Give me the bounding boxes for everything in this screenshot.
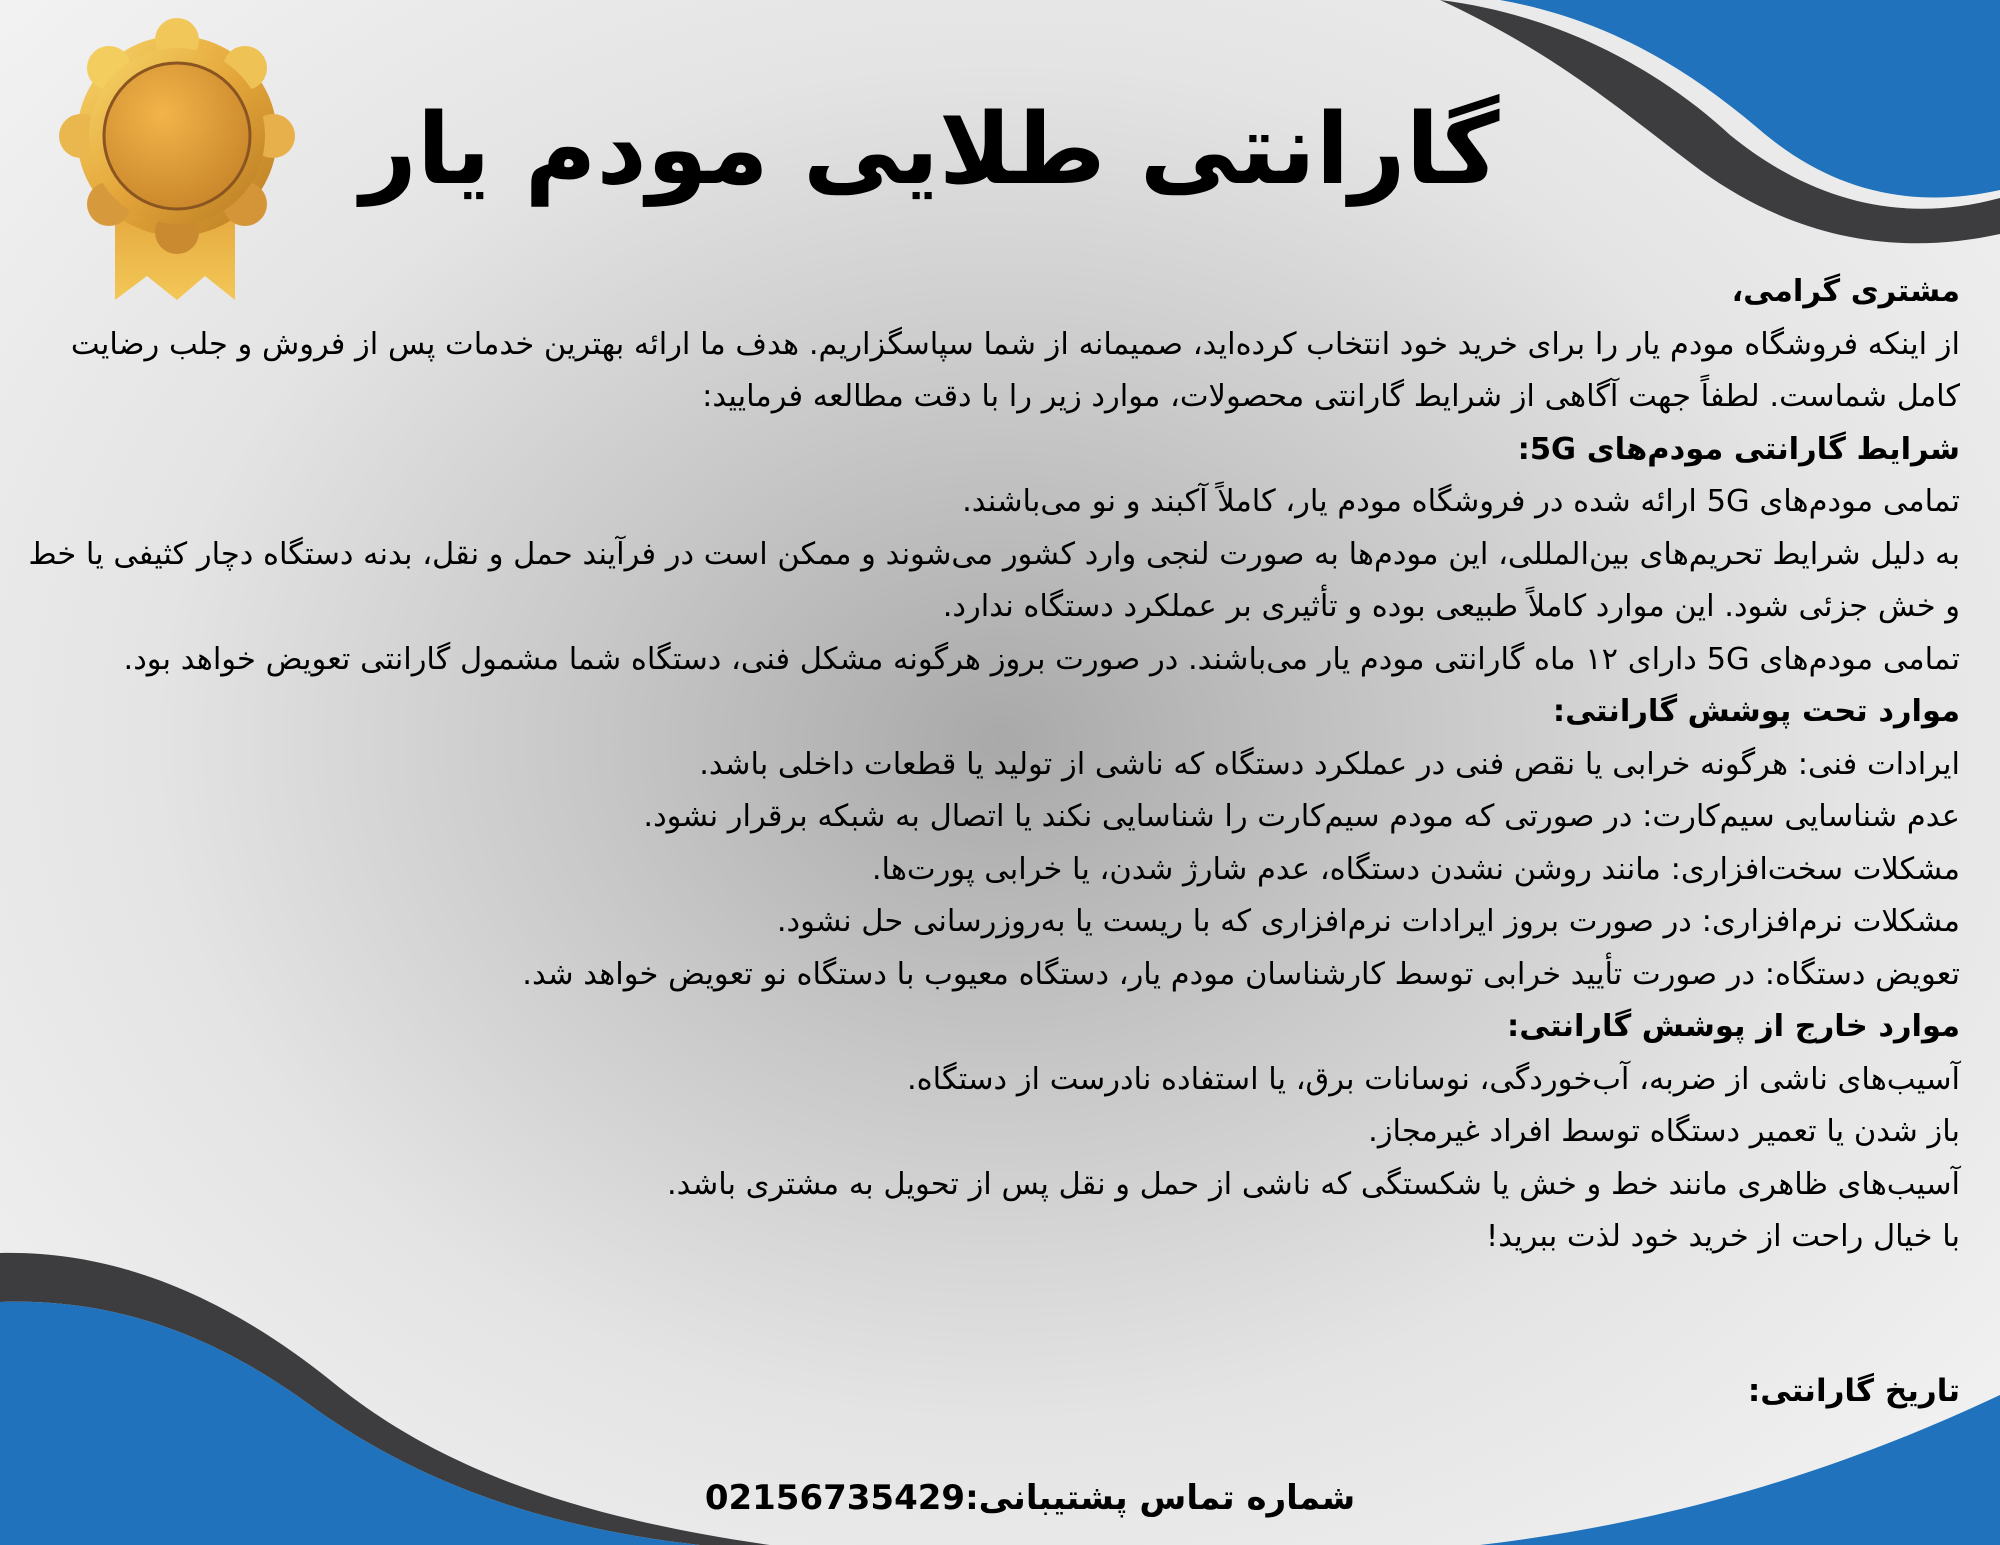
warranty-body [25, 266, 1960, 1264]
covered-heading: موارد تحت پوشش گارانتی: [1552, 694, 1960, 729]
support-phone-number[interactable]: 02156735429 [704, 1478, 966, 1518]
support-contact [560, 1470, 1500, 1526]
excluded-item: آسیب‌های ظاهری مانند خط و خش یا شکستگی که ناشی از حمل و نقل پس از تحویل به مشتری باشد. [666, 1166, 1960, 1202]
warranty-date-label: تاریخ گارانتی: [1747, 1373, 1960, 1409]
covered-item: عدم شناسایی سیم‌کارت: در صورتی که مودم سیم‌کارت را شناسایی نکند یا اتصال به شبکه برقرار نشود. [643, 799, 1960, 834]
covered-item: مشکلات نرم‌افزاری: در صورت بروز ایرادات نرم‌افزاری که با ریست یا به‌روزرسانی حل نشود. [776, 904, 1960, 939]
covered-item: تعویض دستگاه: در صورت تأیید خرابی توسط کارشناسان مودم یار، دستگاه معیوب با دستگاه نو تعویض خواهد شد. [522, 956, 1960, 992]
support-label: شماره تماس پشتیبانی: [965, 1478, 1356, 1518]
excluded-item: باز شدن یا تعمیر دستگاه توسط افراد غیرمجاز. [1368, 1114, 1960, 1149]
condition-item: به دلیل شرایط تحریم‌های بین‌المللی، این مودم‌ها به صورت لنجی وارد کشور می‌شوند و ممکن است در فرآیند حمل و نقل، بدنه دستگاه دچار کثیفی یا خط و خش جزئی شود. این موارد کاملاً طبیعی بوده و تأثیری بر عملکرد دستگاه ندارد. [28, 536, 1960, 624]
intro-paragraph: از اینکه فروشگاه مودم یار را برای خرید خود انتخاب کرده‌اید، صمیمانه از شما سپاسگزاریم. هدف ما ارائه بهترین خدمات پس از فروش و جلب رضایت کامل شماست. لطفاً جهت آگاهی از شرایط گارانتی محصولات، موارد زیر را با دقت مطالعه فرمایید: [70, 326, 1960, 414]
condition-item: تمامی مودم‌های 5G دارای ۱۲ ماه گارانتی مودم یار می‌باشند. در صورت بروز هرگونه مشکل فنی، دستگاه شما مشمول گارانتی تعویض خواهد بود. [123, 641, 1960, 677]
closing-line: با خیال راحت از خرید خود لذت ببرید! [1485, 1219, 1960, 1254]
gold-medal-ribbon-icon [45, 18, 310, 308]
covered-item: ایرادات فنی: هرگونه خرابی یا نقص فنی در عملکرد دستگاه که ناشی از تولید یا قطعات داخلی باشد. [699, 746, 1960, 782]
condition-item: تمامی مودم‌های 5G ارائه شده در فروشگاه مودم یار، کاملاً آکبند و نو می‌باشند. [962, 484, 1960, 519]
bottom-right-blue-swoosh [1480, 1395, 2000, 1545]
excluded-item: آسیب‌های ناشی از ضربه، آب‌خوردگی، نوسانات برق، یا استفاده نادرست از دستگاه. [906, 1061, 1960, 1097]
covered-item: مشکلات سخت‌افزاری: مانند روشن نشدن دستگاه، عدم شارژ شدن، یا خرابی پورت‌ها. [871, 851, 1960, 887]
conditions-heading: شرایط گارانتی مودم‌های 5G: [1517, 431, 1960, 467]
excluded-heading: موارد خارج از پوشش گارانتی: [1507, 1009, 1960, 1044]
page-title: گارانتی طلایی مودم یار [360, 93, 1500, 207]
greeting: مشتری گرامی، [1731, 274, 1960, 309]
medal-seal [59, 18, 295, 254]
